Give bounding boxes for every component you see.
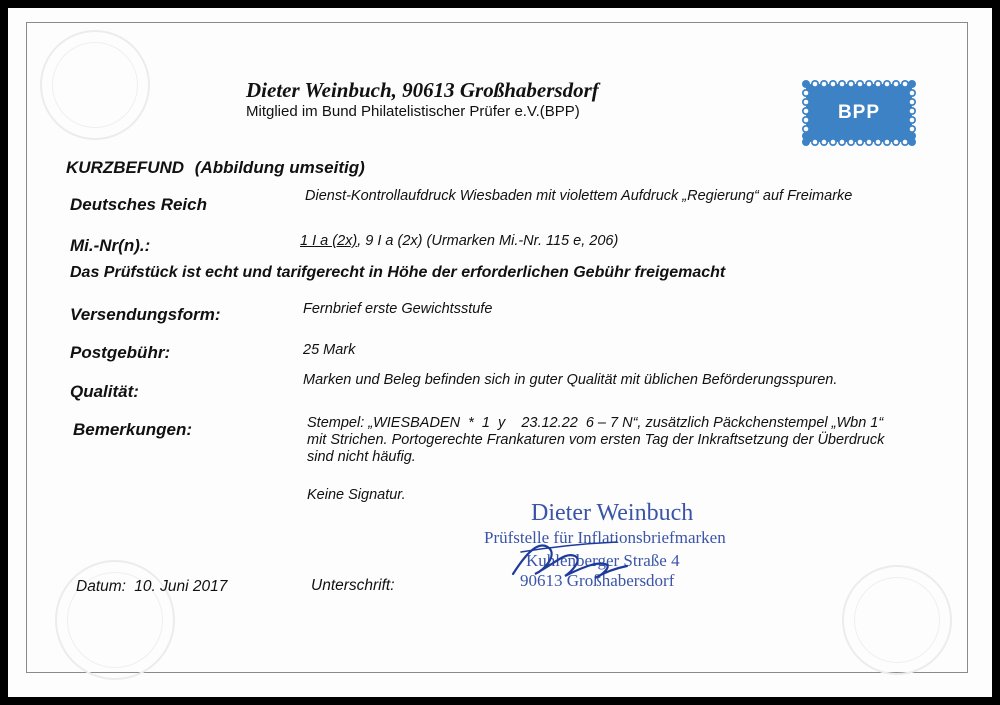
quality-label: Qualität: [70, 382, 139, 401]
signature-note: Keine Signatur. [307, 487, 406, 503]
date-value: 10. Juni 2017 [134, 578, 228, 595]
postage-value: 25 Mark [303, 342, 356, 358]
signature-label: Unterschrift: [311, 577, 395, 594]
postage-label: Postgebühr: [70, 343, 171, 362]
certificate-title-note: (Abbildung umseitig) [194, 158, 365, 177]
remarks-line: Stempel: „WIESBADEN * 1 y 23.12.22 6 – 7 N“, zusätzlich Päckchenstempel „Wbn 1“ [307, 415, 884, 431]
examiner-name: Dieter Weinbuch, 90613 Großhabersdorf [246, 78, 599, 102]
mi-number-rest: , 9 I a (2x) (Urmarken Mi.-Nr. 115 e, 206) [357, 233, 619, 249]
examiner-membership: Mitglied im Bund Philatelistischer Prüfer e.V.(BPP) [246, 103, 580, 120]
mi-number-label: Mi.-Nr(n).: [70, 236, 151, 255]
watermark-seal-bottom-right [842, 565, 952, 675]
stamp-name: Dieter Weinbuch [531, 500, 694, 526]
country-value: Dienst-Kontrollaufdruck Wiesbaden mit violettem Aufdruck „Regierung“ auf Freimarke [305, 188, 853, 204]
remarks-block [307, 415, 884, 466]
country-label: Deutsches Reich [70, 195, 207, 214]
stamp-city: 90613 Großhabersdorf [520, 571, 675, 590]
quality-value: Marken und Beleg befinden sich in guter Qualität mit üblichen Beförderungsspuren. [303, 372, 838, 388]
mi-number-main: 1 I a (2x) [300, 233, 358, 249]
handwritten-signature [505, 522, 635, 597]
remarks-line: sind nicht häufig. [307, 449, 416, 465]
authenticity-statement: Das Prüfstück ist echt und tarifgerecht in Höhe der erforderlichen Gebühr freigemacht [70, 264, 726, 281]
certificate-title: KURZBEFUND [66, 158, 185, 177]
bpp-logo [802, 80, 916, 146]
remarks-line: mit Strichen. Portogerechte Frankaturen vom ersten Tag der Inkraftsetzung der Überdruck [307, 432, 885, 448]
date-label: Datum: [76, 578, 126, 595]
stamp-office: Prüfstelle für Inflationsbriefmarken [484, 528, 726, 547]
shipping-label: Versendungsform: [70, 305, 221, 324]
watermark-seal-top-left [40, 30, 150, 140]
shipping-value: Fernbrief erste Gewichtsstufe [303, 301, 493, 317]
bpp-logo-text: BPP [837, 102, 881, 123]
stamp-street: Kuhlenberger Straße 4 [526, 551, 680, 570]
remarks-label: Bemerkungen: [73, 420, 193, 439]
